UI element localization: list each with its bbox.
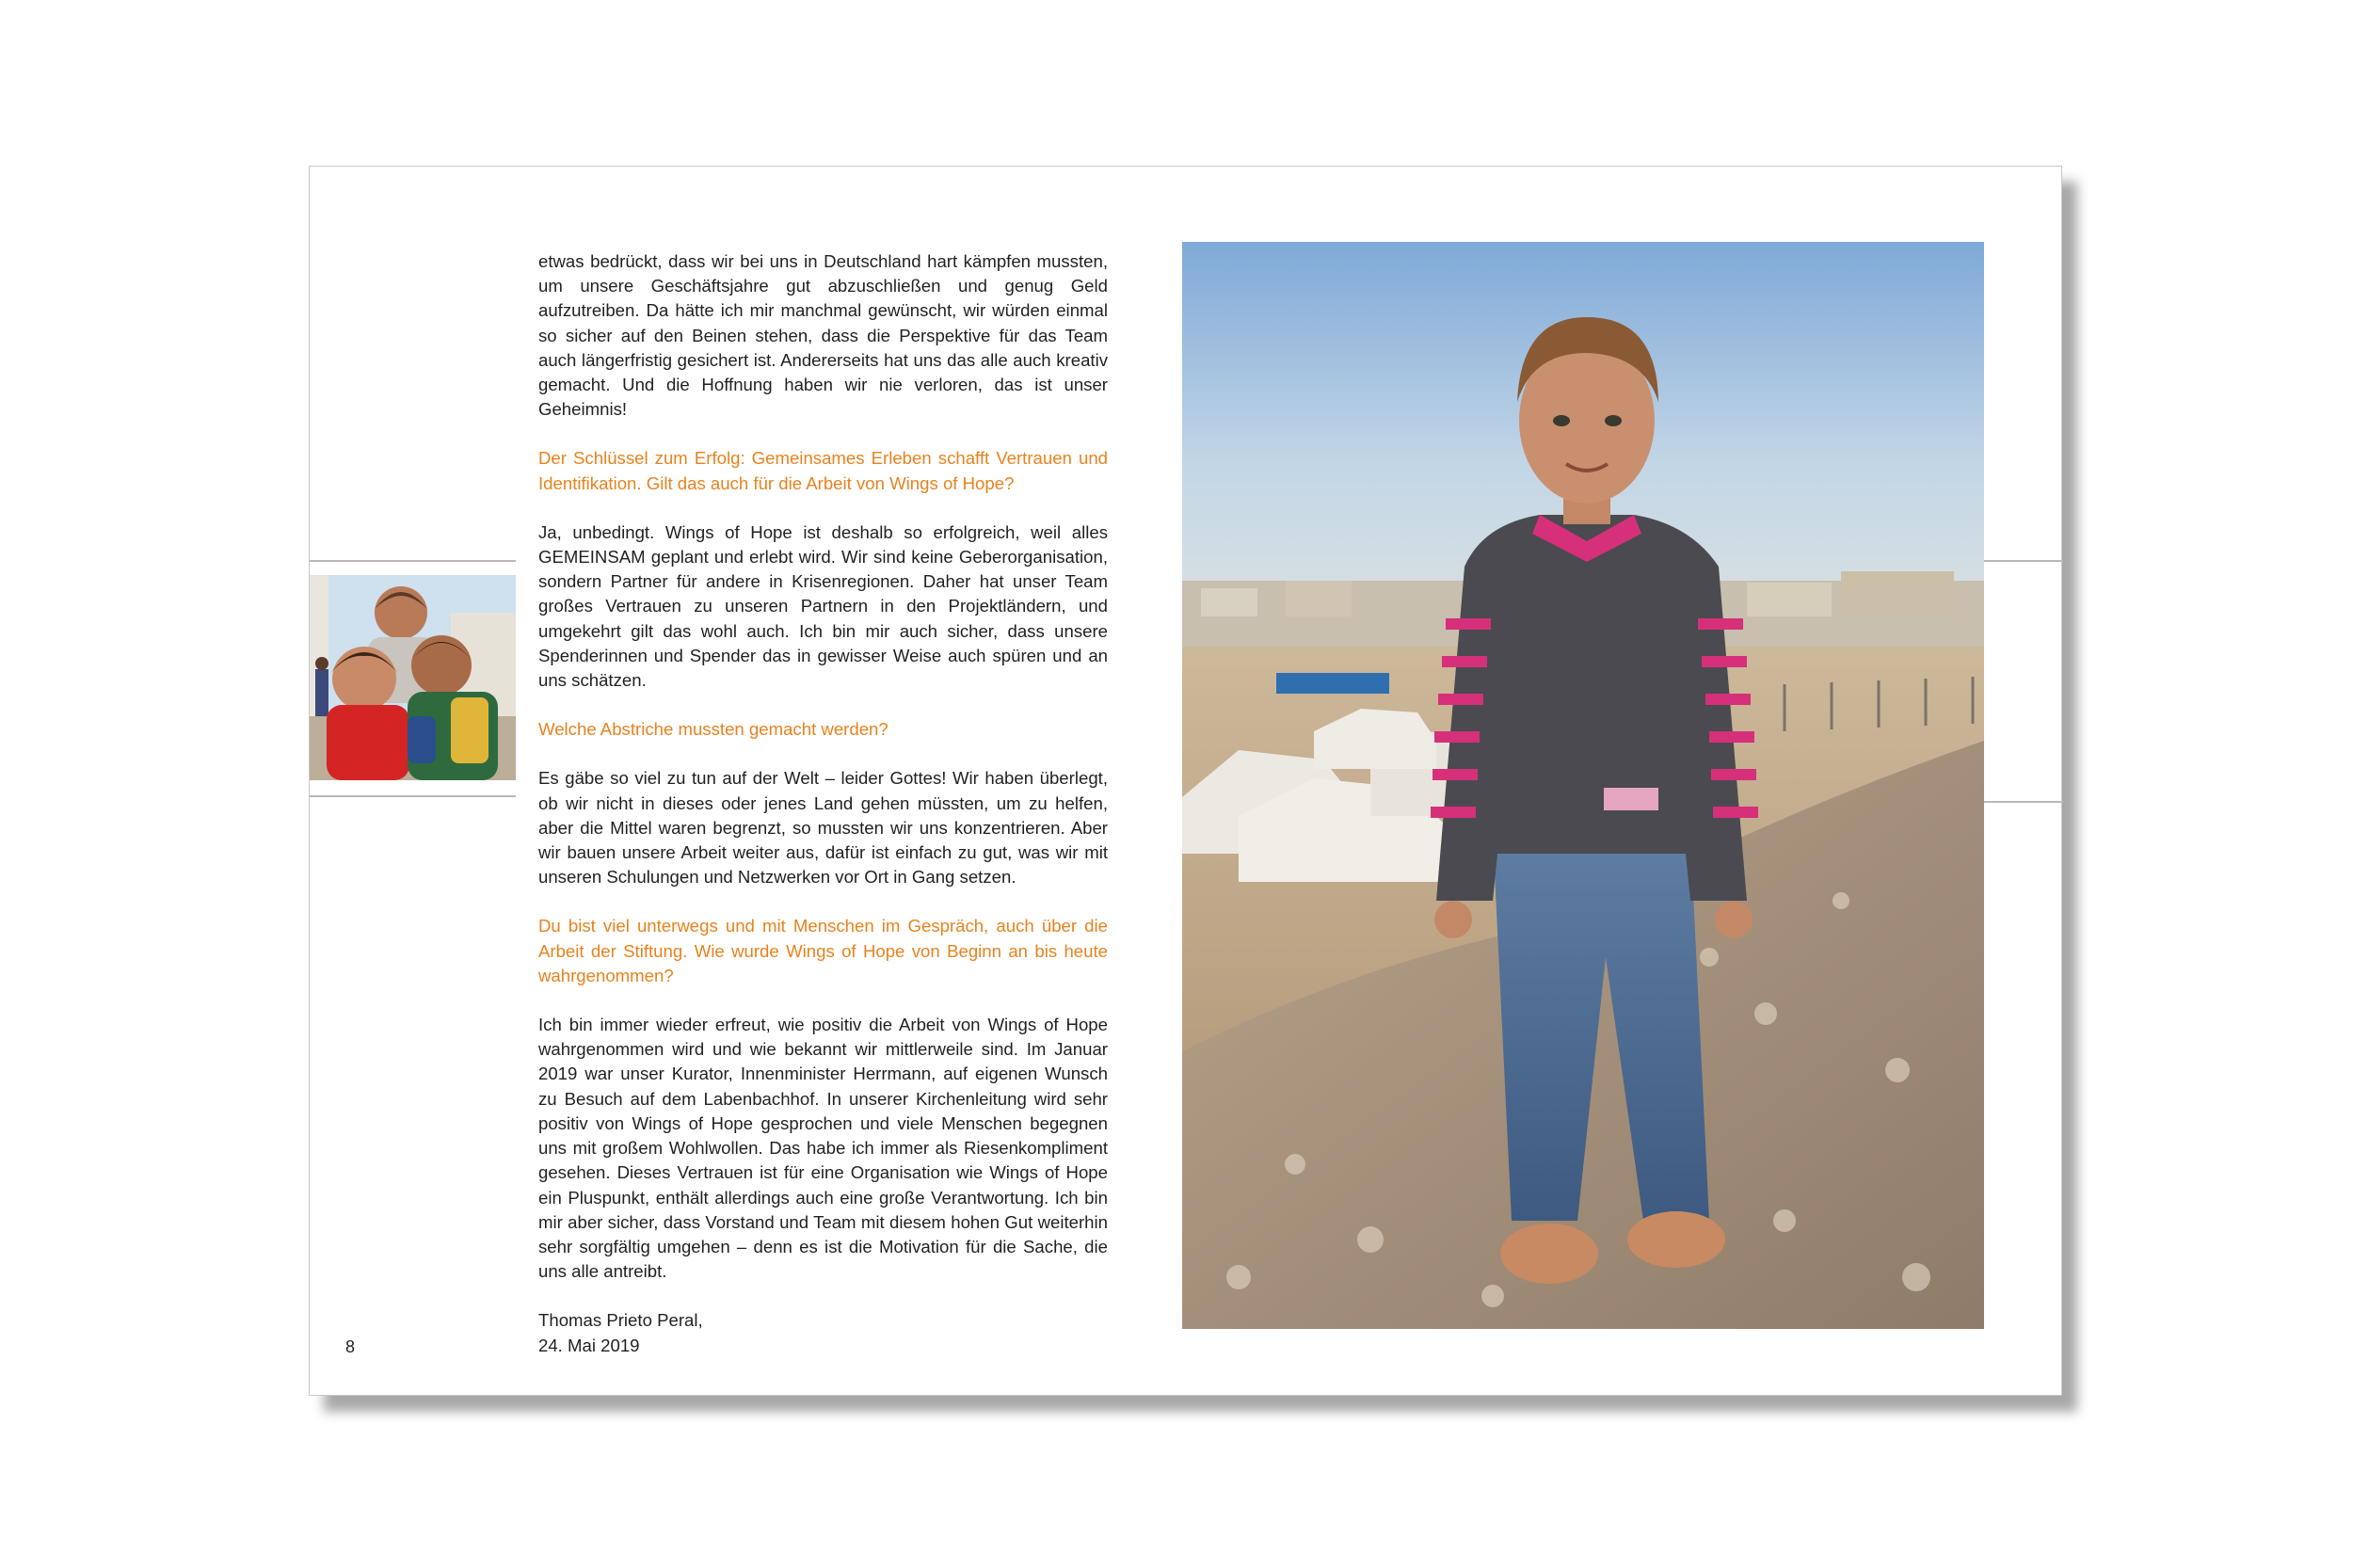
question-paragraph-3: Du bist viel unterwegs und mit Menschen im Gespräch, auch über die Arbeit der Stiftung. Wie wurde Wings of Hope von Beginn an bis heute wahrgenommen? bbox=[538, 916, 1108, 985]
brochure-spread bbox=[309, 166, 2062, 1396]
page-number: 8 bbox=[345, 1337, 356, 1356]
rule-left-top bbox=[310, 560, 516, 562]
rule-right-top bbox=[1984, 560, 2063, 562]
signature-name: Thomas Prieto Peral, bbox=[538, 1310, 703, 1331]
answer-paragraph-3: Es gäbe so viel zu tun auf der Welt – leider Gottes! Wir haben überlegt, ob wir nicht in dieses oder jenes Land gehen müssten, um zu helfen, aber die Mittel waren begrenzt, so mussten wir uns konzentrieren. Aber wir bauen unsere Arbeit weiter aus, dafür ist einfach zu gut, was wir mit unseren Schulungen und Netzwerken vor Ort in Gang setzen. bbox=[538, 768, 1108, 888]
rule-left-bottom bbox=[310, 795, 516, 797]
question-paragraph-2: Welche Abstriche mussten gemacht werden? bbox=[538, 719, 888, 740]
interview-text bbox=[538, 249, 1108, 1358]
boy-photo bbox=[1182, 242, 1984, 1329]
answer-paragraph-2: Ja, unbedingt. Wings of Hope ist deshalb so erfolgreich, weil alles GEMEINSAM geplant und erlebt wird. Wir sind keine Geberorganisation, sondern Partner für andere in Krisenregionen. Daher hat unser Team großes Vertrauen zu unseren Partnern in den Projektländern, und umgekehrt gilt das wohl auch. Ich bin mir auch sicher, dass unsere Spenderinnen und Spender das in gewisser Weise auch spüren und an uns schätzen. bbox=[538, 521, 1108, 691]
signature bbox=[538, 1308, 1108, 1357]
answer-paragraph-1: etwas bedrückt, dass wir bei uns in Deutschland hart kämpfen mussten, um unsere Geschäftsjahre gut abzuschließen und genug Geld aufzutreiben. Da hätte ich mir manchmal gewünscht, wir würden einmal so sicher auf den Beinen stehen, dass die Perspektive für das Team auch längerfristig gesichert ist. Andererseits hat uns das alle auch kreativ gemacht. Und die Hoffnung haben wir nie verloren, das ist unser Geheimnis! bbox=[538, 251, 1108, 420]
children-photo bbox=[310, 575, 516, 780]
rule-right-bottom bbox=[1984, 801, 2063, 803]
answer-paragraph-4: Ich bin immer wieder erfreut, wie positiv die Arbeit von Wings of Hope wahrgenommen wird und wie bekannt wir mittlerweile sind. Im Januar 2019 war unser Kurator, Innenminister Herrmann, auf eigenen Wunsch zu Besuch auf dem Labenbachhof. In unserer Kirchenleitung wird sehr positiv von Wings of Hope gesprochen und viele Menschen begegnen uns mit großem Wohlwollen. Das habe ich immer als Riesenkompliment gesehen. Dieses Vertrauen ist für eine Organisation wie Wings of Hope ein Pluspunkt, enthält allerdings auch eine große Verantwortung. Ich bin mir aber sicher, dass Vorstand und Team mit diesem hohen Gut weiterhin sehr sorgfältig umgehen – denn es ist die Motivation für die Sache, die uns alle antreibt. bbox=[538, 1015, 1108, 1282]
question-paragraph-1: Der Schlüssel zum Erfolg: Gemeinsames Erleben schafft Vertrauen und Identifikation. Gilt das auch für die Arbeit von Wings of Hope? bbox=[538, 448, 1108, 493]
signature-date: 24. Mai 2019 bbox=[538, 1335, 640, 1355]
